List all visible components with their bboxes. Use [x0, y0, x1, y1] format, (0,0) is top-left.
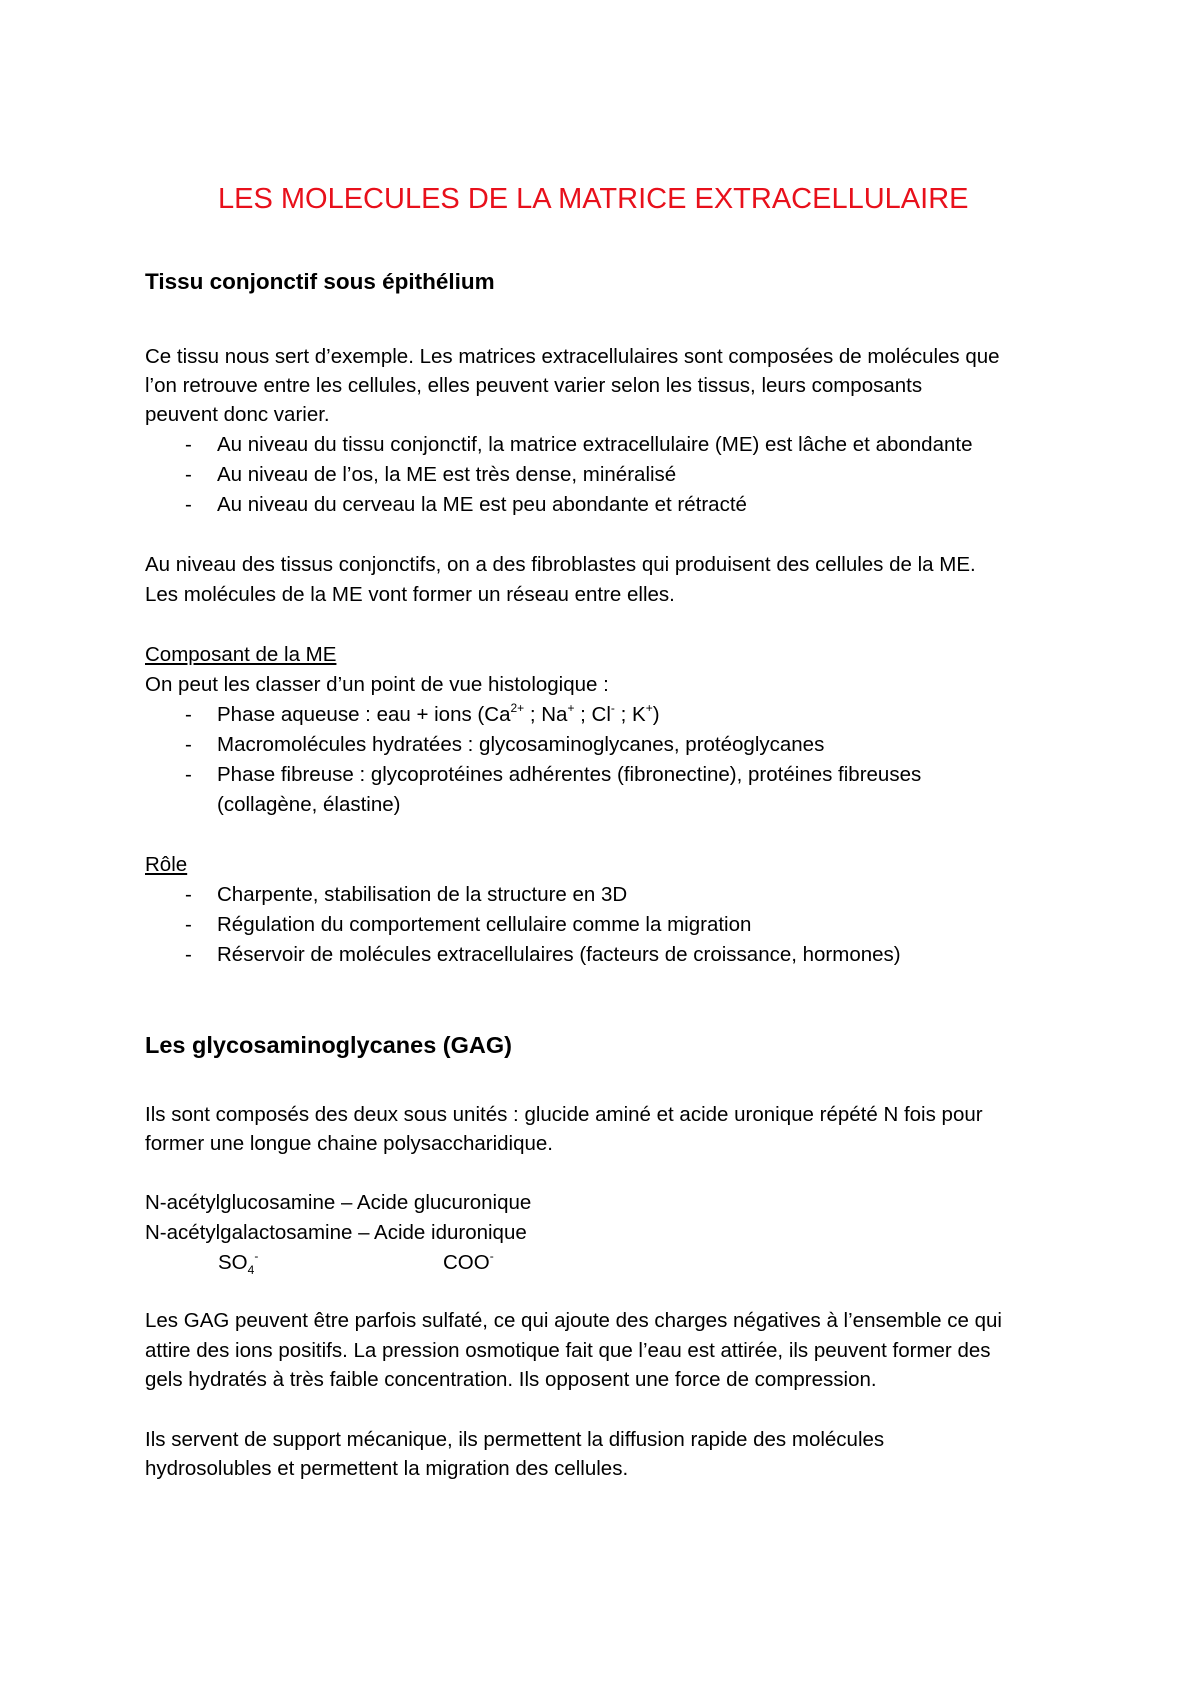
subheading-role: Rôle	[145, 853, 188, 876]
phase-fibreuse-item-cont: (collagène, élastine)	[217, 793, 401, 816]
bullet-item: Au niveau du tissu conjonctif, la matrice extracellulaire (ME) est lâche et abondante	[217, 433, 973, 456]
intro-line-2: l’on retrouve entre les cellules, elles peuvent varier selon les tissus, leurs composants	[145, 374, 923, 397]
gag-para2-line-3: gels hydratés à très faible concentration. Ils opposent une force de compression.	[145, 1368, 877, 1391]
intro-line-1: Ce tissu nous sert d’exemple. Les matrices extracellulaires sont composées de molécules que	[145, 345, 1000, 368]
bullet-dash: -	[185, 733, 192, 756]
gag-para3-line-1: Ils servent de support mécanique, ils permettent la diffusion rapide des molécules	[145, 1428, 885, 1451]
bullet-dash: -	[185, 703, 192, 726]
page-title: LES MOLECULES DE LA MATRICE EXTRACELLULAIRE	[218, 183, 969, 215]
bullet-dash: -	[185, 883, 192, 906]
gag-para3-line-2: hydrosolubles et permettent la migration des cellules.	[145, 1457, 629, 1480]
bullet-dash: -	[185, 493, 192, 516]
gag-para2-line-1: Les GAG peuvent être parfois sulfaté, ce qui ajoute des charges négatives à l’ensemble ce qui	[145, 1309, 1002, 1332]
bullet-dash: -	[185, 943, 192, 966]
section-heading-tissu: Tissu conjonctif sous épithélium	[145, 269, 495, 294]
bullet-dash: -	[185, 913, 192, 936]
gag-pair-2: N-acétylgalactosamine – Acide iduronique	[145, 1221, 527, 1244]
gag-pair-1: N-acétylglucosamine – Acide glucuronique	[145, 1191, 532, 1214]
bullet-dash: -	[185, 763, 192, 786]
macromolecules-item: Macromolécules hydratées : glycosaminoglycanes, protéoglycanes	[217, 733, 825, 756]
role-item: Réservoir de molécules extracellulaires (facteurs de croissance, hormones)	[217, 943, 901, 966]
gag-para1-line-2: former une longue chaine polysaccharidique.	[145, 1132, 553, 1155]
composant-intro: On peut les classer d’un point de vue histologique :	[145, 673, 609, 696]
bullet-dash: -	[185, 463, 192, 486]
subheading-composant: Composant de la ME	[145, 643, 337, 666]
bullet-item: Au niveau de l’os, la ME est très dense, minéralisé	[217, 463, 677, 486]
role-item: Charpente, stabilisation de la structure en 3D	[217, 883, 628, 906]
gag-para1-line-1: Ils sont composés des deux sous unités : glucide aminé et acide uronique répété N fois pour	[145, 1103, 983, 1126]
phase-aqueuse-item: Phase aqueuse : eau + ions ($Ca^{2+}$ ; Na+ ; Cl- ; K+)	[217, 701, 660, 726]
intro-line-3: peuvent donc varier.	[145, 403, 330, 426]
phase-fibreuse-item: Phase fibreuse : glycoprotéines adhérentes (fibronectine), protéines fibreuses	[217, 763, 922, 786]
gag-para2-line-2: attire des ions positifs. La pression osmotique fait que l’eau est attirée, ils peuvent former des	[145, 1339, 991, 1362]
role-item: Régulation du comportement cellulaire comme la migration	[217, 913, 752, 936]
bullet-item: Au niveau du cerveau la ME est peu abondante et rétracté	[217, 493, 747, 516]
section-heading-gag: Les glycosaminoglycanes (GAG)	[145, 1032, 512, 1058]
bullet-dash: -	[185, 433, 192, 456]
para2-line-1: Au niveau des tissus conjonctifs, on a des fibroblastes qui produisent des cellules de la ME.	[145, 553, 976, 576]
so4-label: $SO_4^-$	[218, 1249, 259, 1277]
para2-line-2: Les molécules de la ME vont former un réseau entre elles.	[145, 583, 675, 606]
coo-label: COO-	[443, 1249, 494, 1274]
